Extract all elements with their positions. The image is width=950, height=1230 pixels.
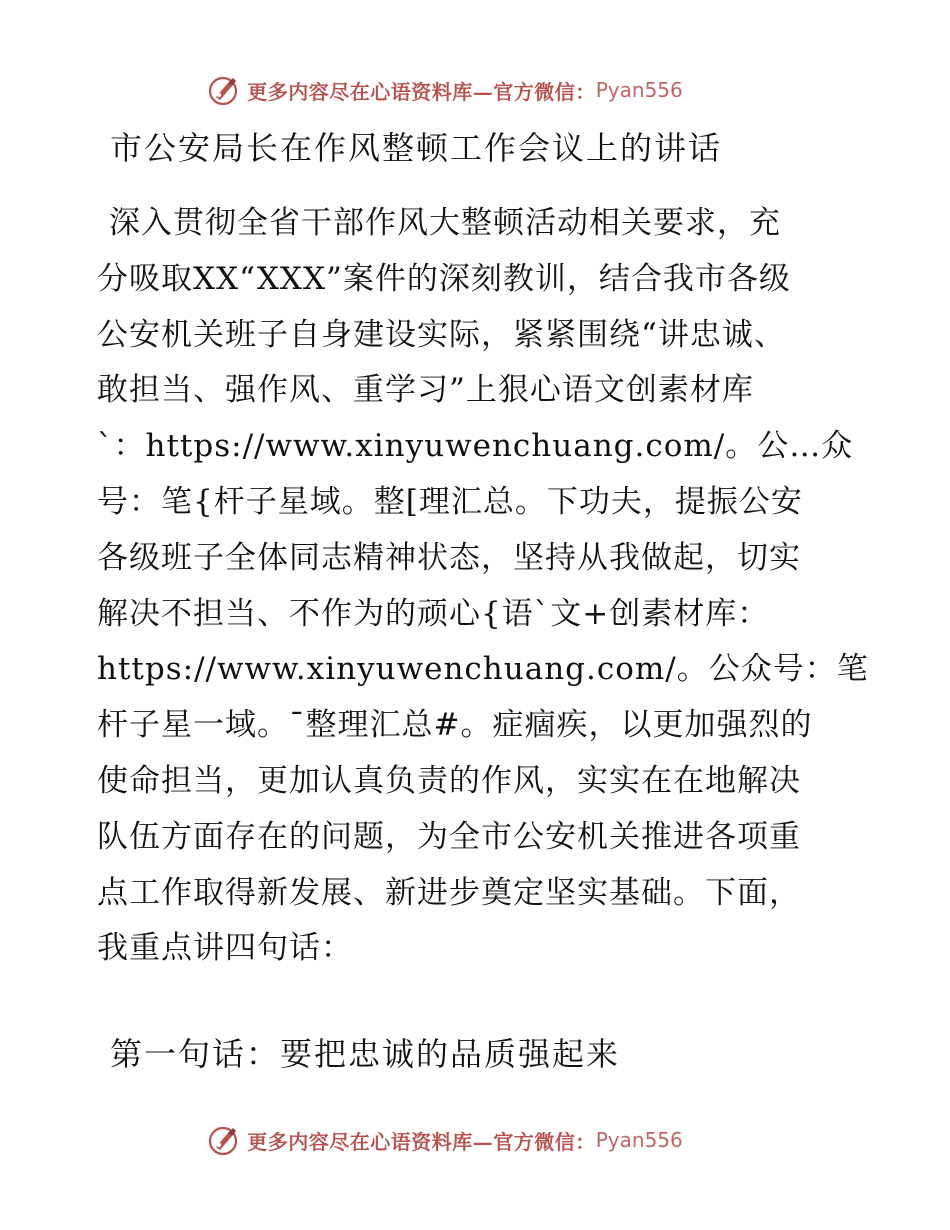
header-banner: [0, 70, 950, 110]
footer-banner-account: Pyan556: [595, 1128, 683, 1152]
body-line: 敢担当、强作风、重学习”上狠心语文创素材库: [97, 372, 754, 409]
header-banner-text: 更多内容尽在心语资料库—官方微信：: [247, 79, 596, 104]
body-line: 号：笔{杆子星域。整[理汇总。下功夫，提振公安: [97, 483, 803, 520]
body-line: 点工作取得新发展、新进步奠定坚实基础。下面，: [97, 874, 801, 911]
body-line: `：https://www.xinyuwenchuang.com/。公…众: [97, 428, 854, 465]
footer-banner-text: 更多内容尽在心语资料库—官方微信：: [247, 1129, 596, 1154]
page-title: 市公安局长在作风整顿工作会议上的讲话: [110, 129, 723, 167]
body-paragraph: [97, 196, 869, 977]
body-line: 我重点讲四句话：: [97, 930, 353, 967]
body-line: 深入贯彻全省干部作风大整顿活动相关要求，充: [109, 205, 781, 241]
body-line: 公安机关班子自身建设实际，紧紧围绕“讲忠诚、: [97, 316, 786, 353]
body-line: 队伍方面存在的问题，为全市公安机关推进各项重: [97, 818, 801, 855]
pen-logo-icon: [207, 73, 241, 107]
body-line: 各级班子全体同志精神状态，坚持从我做起，切实: [97, 539, 801, 576]
body-line: 使命担当，更加认真负责的作风，实实在在地解决: [97, 762, 801, 799]
body-line: 分吸取XX“XXX”案件的深刻教训，结合我市各级: [97, 260, 791, 297]
body-line: 杆子星一域。¯整理汇总#。症痼疾，以更加强烈的: [97, 707, 813, 744]
section-heading: 第一句话：要把忠诚的品质强起来: [110, 1035, 621, 1073]
body-line: https://www.xinyuwenchuang.com/。公众号：笔: [97, 651, 869, 688]
header-banner-account: Pyan556: [595, 78, 683, 102]
body-line: 解决不担当、不作为的顽心{语`文+创素材库：: [97, 595, 770, 632]
footer-banner: [0, 1120, 950, 1160]
pen-logo-icon: [207, 1123, 241, 1157]
